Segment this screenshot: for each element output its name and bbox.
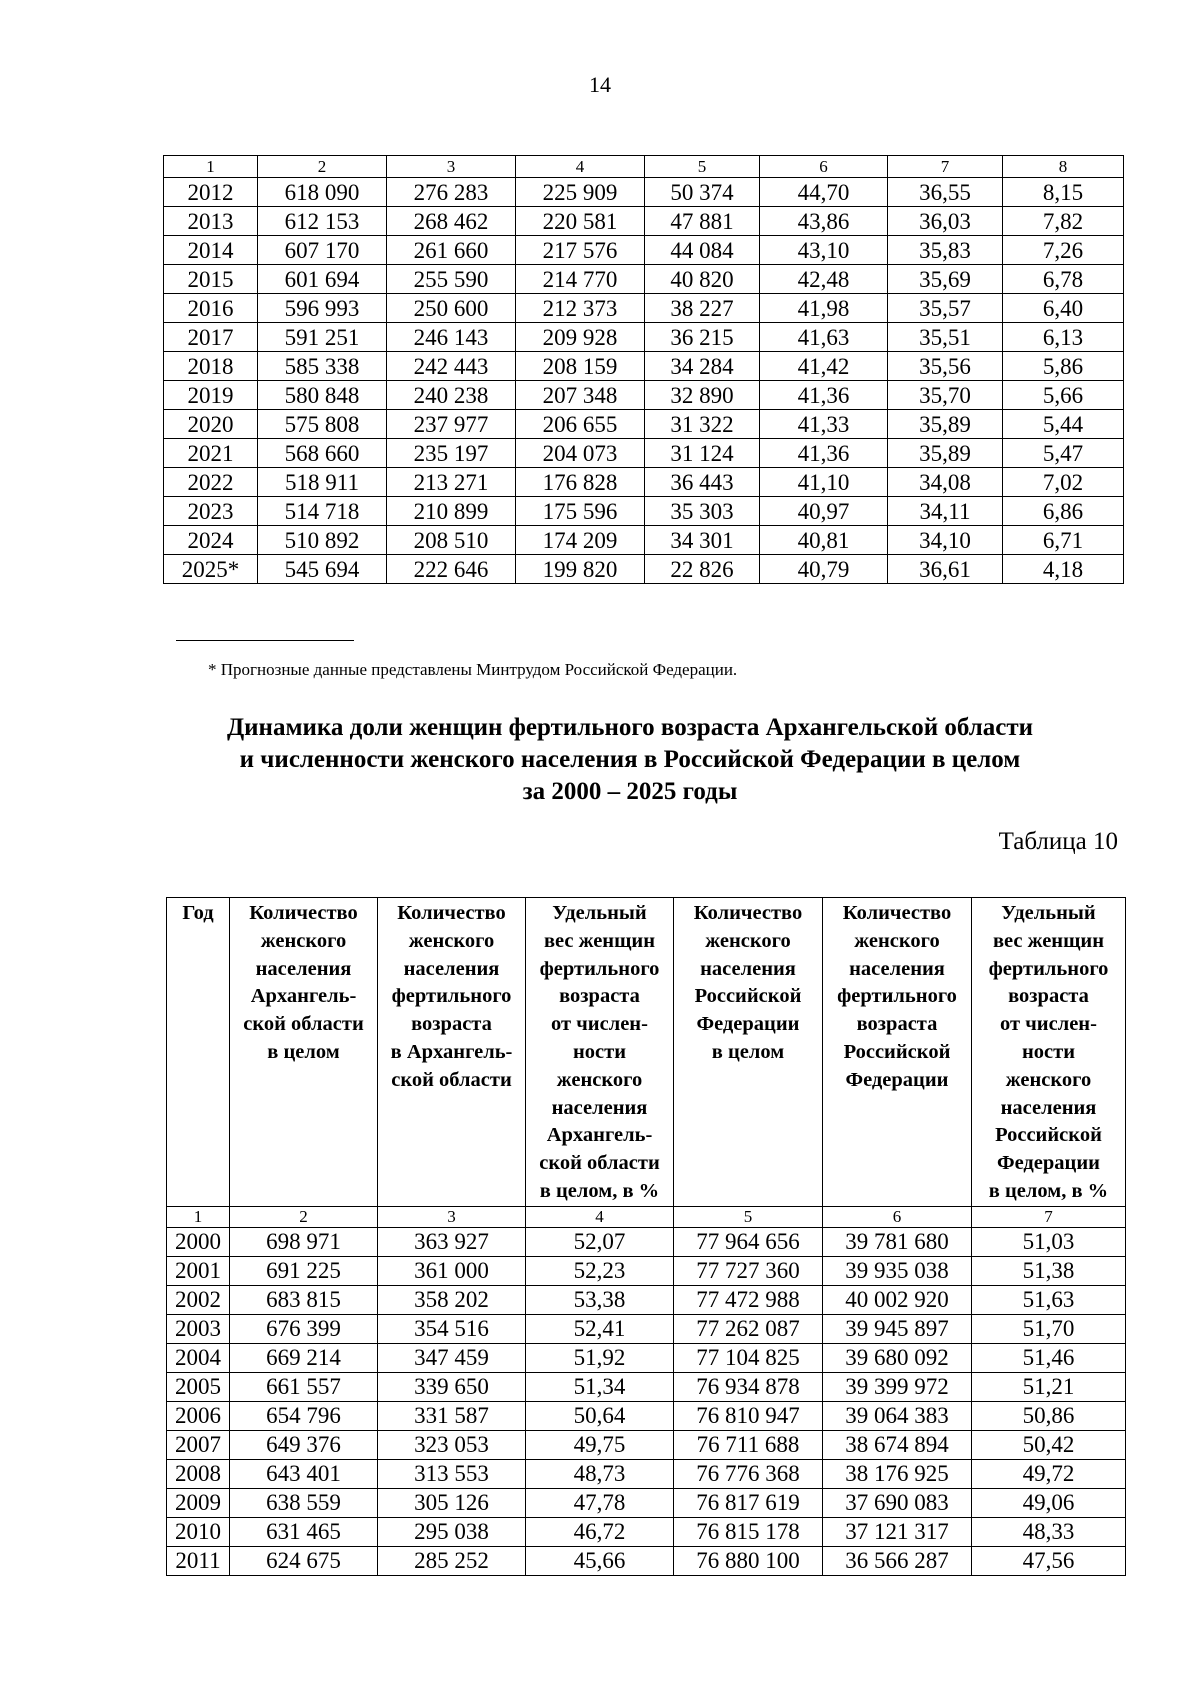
table-cell: 35 303	[645, 497, 760, 526]
table-cell: 4,18	[1003, 555, 1124, 584]
table-cell: 661 557	[230, 1372, 378, 1401]
table-row	[167, 1459, 1126, 1488]
table-cell: 174 209	[516, 526, 645, 555]
column-number-row	[164, 156, 1124, 178]
table-cell: 39 945 897	[823, 1314, 972, 1343]
table-cell: 2002	[167, 1285, 230, 1314]
table-cell: 2021	[164, 439, 258, 468]
table-cell: 2019	[164, 381, 258, 410]
table-row	[167, 1488, 1126, 1517]
table-title-line: за 2000 – 2025 годы	[522, 778, 738, 805]
continued-data-table	[163, 155, 1124, 584]
table-cell: 220 581	[516, 207, 645, 236]
table-cell: 50,64	[526, 1401, 674, 1430]
table-cell: 2010	[167, 1517, 230, 1546]
table-cell: 601 694	[258, 265, 387, 294]
table-cell: 40 820	[645, 265, 760, 294]
table-cell: 51,34	[526, 1372, 674, 1401]
table-cell: 31 124	[645, 439, 760, 468]
table-cell: 47 881	[645, 207, 760, 236]
table-cell: 34,10	[888, 526, 1003, 555]
table-row	[167, 1256, 1126, 1285]
table-row	[167, 1430, 1126, 1459]
table-cell: 6,71	[1003, 526, 1124, 555]
table-cell: 698 971	[230, 1227, 378, 1256]
table-cell: 240 238	[387, 381, 516, 410]
table-cell: 36,61	[888, 555, 1003, 584]
table-cell: 46,72	[526, 1517, 674, 1546]
table-cell: 208 159	[516, 352, 645, 381]
table-cell: 591 251	[258, 323, 387, 352]
table-cell: 2013	[164, 207, 258, 236]
table-row	[167, 1546, 1126, 1575]
table-cell: 52,07	[526, 1227, 674, 1256]
table-row	[164, 381, 1124, 410]
table-cell: 683 815	[230, 1285, 378, 1314]
table-cell: 2011	[167, 1546, 230, 1575]
table-cell: 7,26	[1003, 236, 1124, 265]
column-number-cell: 7	[972, 1206, 1126, 1227]
table-cell: 255 590	[387, 265, 516, 294]
column-number-cell: 8	[1003, 156, 1124, 178]
table-row	[164, 265, 1124, 294]
table-cell: 76 817 619	[674, 1488, 823, 1517]
table-cell: 2005	[167, 1372, 230, 1401]
table-cell: 39 399 972	[823, 1372, 972, 1401]
table-cell: 44 084	[645, 236, 760, 265]
table-cell: 52,23	[526, 1256, 674, 1285]
table-cell: 47,78	[526, 1488, 674, 1517]
column-number-cell: 2	[230, 1206, 378, 1227]
table-cell: 607 170	[258, 236, 387, 265]
table-cell: 5,66	[1003, 381, 1124, 410]
table-row	[167, 1285, 1126, 1314]
table-cell: 51,21	[972, 1372, 1126, 1401]
table-row	[167, 1401, 1126, 1430]
table-cell: 43,10	[760, 236, 888, 265]
column-number-cell: 2	[258, 156, 387, 178]
table-cell: 285 252	[378, 1546, 526, 1575]
table-number-label: Таблица 10	[998, 828, 1118, 855]
table-cell: 209 928	[516, 323, 645, 352]
table-row	[164, 323, 1124, 352]
table-row	[167, 1314, 1126, 1343]
table-cell: 676 399	[230, 1314, 378, 1343]
table-cell: 361 000	[378, 1256, 526, 1285]
table-cell: 50,42	[972, 1430, 1126, 1459]
table-title	[130, 712, 1130, 808]
table-cell: 32 890	[645, 381, 760, 410]
table-cell: 39 680 092	[823, 1343, 972, 1372]
table-cell: 2000	[167, 1227, 230, 1256]
table-cell: 49,72	[972, 1459, 1126, 1488]
table-cell: 305 126	[378, 1488, 526, 1517]
column-number-cell: 3	[378, 1206, 526, 1227]
footnote: * Прогнозные данные представлены Минтрудом Российской Федерации.	[208, 660, 738, 679]
table-cell: 39 781 680	[823, 1227, 972, 1256]
table-row	[164, 439, 1124, 468]
table-cell: 41,36	[760, 439, 888, 468]
table-row	[164, 352, 1124, 381]
table-cell: 214 770	[516, 265, 645, 294]
table-cell: 6,13	[1003, 323, 1124, 352]
table-cell: 638 559	[230, 1488, 378, 1517]
table-cell: 631 465	[230, 1517, 378, 1546]
table-cell: 35,83	[888, 236, 1003, 265]
table-cell: 518 911	[258, 468, 387, 497]
table-cell: 41,42	[760, 352, 888, 381]
table-cell: 36,03	[888, 207, 1003, 236]
table-cell: 35,70	[888, 381, 1003, 410]
table-cell: 34,11	[888, 497, 1003, 526]
column-number-cell: 1	[164, 156, 258, 178]
header-row	[167, 898, 1126, 1207]
table-cell: 514 718	[258, 497, 387, 526]
column-number-cell: 1	[167, 1206, 230, 1227]
table-title-line: и численности женского населения в Российской Федерации в целом	[239, 746, 1021, 773]
table-cell: 2020	[164, 410, 258, 439]
table-cell: 354 516	[378, 1314, 526, 1343]
table-cell: 2007	[167, 1430, 230, 1459]
table-cell: 50,86	[972, 1401, 1126, 1430]
table-cell: 358 202	[378, 1285, 526, 1314]
table-row	[164, 526, 1124, 555]
table-cell: 39 064 383	[823, 1401, 972, 1430]
table-cell: 2008	[167, 1459, 230, 1488]
table-cell: 40,79	[760, 555, 888, 584]
table-cell: 76 815 178	[674, 1517, 823, 1546]
table-row	[167, 1227, 1126, 1256]
table-cell: 2009	[167, 1488, 230, 1517]
table-cell: 210 899	[387, 497, 516, 526]
table-row	[167, 1343, 1126, 1372]
table-row	[164, 207, 1124, 236]
table-cell: 7,82	[1003, 207, 1124, 236]
table-cell: 41,10	[760, 468, 888, 497]
table-cell: 545 694	[258, 555, 387, 584]
table-cell: 35,69	[888, 265, 1003, 294]
table-cell: 51,63	[972, 1285, 1126, 1314]
table-row	[164, 468, 1124, 497]
table-cell: 624 675	[230, 1546, 378, 1575]
column-number-cell: 5	[674, 1206, 823, 1227]
table-cell: 261 660	[387, 236, 516, 265]
table-cell: 691 225	[230, 1256, 378, 1285]
table-cell: 510 892	[258, 526, 387, 555]
table-cell: 6,86	[1003, 497, 1124, 526]
column-number-cell: 7	[888, 156, 1003, 178]
table-cell: 51,03	[972, 1227, 1126, 1256]
footnote-rule	[176, 640, 354, 641]
table-cell: 208 510	[387, 526, 516, 555]
table-cell: 76 880 100	[674, 1546, 823, 1575]
table-cell: 5,47	[1003, 439, 1124, 468]
table-cell: 36 566 287	[823, 1546, 972, 1575]
table-cell: 6,40	[1003, 294, 1124, 323]
table-cell: 48,73	[526, 1459, 674, 1488]
table-cell: 206 655	[516, 410, 645, 439]
table-cell: 38 176 925	[823, 1459, 972, 1488]
table-cell: 669 214	[230, 1343, 378, 1372]
table-cell: 2018	[164, 352, 258, 381]
column-number-cell: 6	[823, 1206, 972, 1227]
table-cell: 618 090	[258, 178, 387, 207]
table-cell: 225 909	[516, 178, 645, 207]
table-cell: 237 977	[387, 410, 516, 439]
table-cell: 612 153	[258, 207, 387, 236]
table-cell: 175 596	[516, 497, 645, 526]
table-cell: 6,78	[1003, 265, 1124, 294]
table-cell: 45,66	[526, 1546, 674, 1575]
table-cell: 575 808	[258, 410, 387, 439]
table-cell: 35,57	[888, 294, 1003, 323]
table-cell: 77 964 656	[674, 1227, 823, 1256]
table-cell: 51,92	[526, 1343, 674, 1372]
table-cell: 41,98	[760, 294, 888, 323]
table-cell: 41,63	[760, 323, 888, 352]
table-10	[166, 897, 1126, 1576]
table-cell: 35,89	[888, 439, 1003, 468]
table-title-line: Динамика доли женщин фертильного возраста Архангельской области	[226, 714, 1034, 741]
table-cell: 246 143	[387, 323, 516, 352]
table-cell: 53,38	[526, 1285, 674, 1314]
table-cell: 77 262 087	[674, 1314, 823, 1343]
table-cell: 44,70	[760, 178, 888, 207]
table-cell: 250 600	[387, 294, 516, 323]
table-cell: 76 776 368	[674, 1459, 823, 1488]
table-cell: 38 227	[645, 294, 760, 323]
table-cell: 49,75	[526, 1430, 674, 1459]
table-row	[164, 555, 1124, 584]
table-cell: 176 828	[516, 468, 645, 497]
table-cell: 35,56	[888, 352, 1003, 381]
column-header: Количество женского населения Архангель- ской области в целом	[230, 898, 378, 1207]
column-header: Удельный вес женщин фертильного возраста от числен- ности женского населения Архангель- ской области в целом, в %	[526, 898, 674, 1207]
table-cell: 51,38	[972, 1256, 1126, 1285]
column-header: Количество женского населения фертильного возраста в Архангель- ской области	[378, 898, 526, 1207]
table-row	[164, 497, 1124, 526]
table-row	[164, 178, 1124, 207]
table-cell: 41,36	[760, 381, 888, 410]
table-cell: 36,55	[888, 178, 1003, 207]
table-cell: 2001	[167, 1256, 230, 1285]
table-cell: 204 073	[516, 439, 645, 468]
table-cell: 268 462	[387, 207, 516, 236]
column-number-cell: 4	[526, 1206, 674, 1227]
table-cell: 49,06	[972, 1488, 1126, 1517]
table-cell: 323 053	[378, 1430, 526, 1459]
table-row	[167, 1372, 1126, 1401]
table-cell: 2023	[164, 497, 258, 526]
table-cell: 313 553	[378, 1459, 526, 1488]
table-cell: 199 820	[516, 555, 645, 584]
table-cell: 38 674 894	[823, 1430, 972, 1459]
table-cell: 7,02	[1003, 468, 1124, 497]
column-header: Удельный вес женщин фертильного возраста от числен- ности женского населения Российской Федерации в целом, в %	[972, 898, 1126, 1207]
table-cell: 339 650	[378, 1372, 526, 1401]
table-cell: 37 690 083	[823, 1488, 972, 1517]
table-row	[164, 236, 1124, 265]
table-cell: 235 197	[387, 439, 516, 468]
table-cell: 50 374	[645, 178, 760, 207]
table-cell: 34 301	[645, 526, 760, 555]
table-cell: 34 284	[645, 352, 760, 381]
table-cell: 2022	[164, 468, 258, 497]
table-cell: 47,56	[972, 1546, 1126, 1575]
table-cell: 41,33	[760, 410, 888, 439]
table-cell: 242 443	[387, 352, 516, 381]
table-cell: 42,48	[760, 265, 888, 294]
column-number-cell: 6	[760, 156, 888, 178]
table-cell: 35,51	[888, 323, 1003, 352]
table-cell: 213 271	[387, 468, 516, 497]
table-cell: 51,46	[972, 1343, 1126, 1372]
column-header: Количество женского населения Российской Федерации в целом	[674, 898, 823, 1207]
table-cell: 76 810 947	[674, 1401, 823, 1430]
table-cell: 76 711 688	[674, 1430, 823, 1459]
column-header: Год	[167, 898, 230, 1207]
table-cell: 347 459	[378, 1343, 526, 1372]
table-cell: 40,81	[760, 526, 888, 555]
table-cell: 222 646	[387, 555, 516, 584]
table-cell: 2004	[167, 1343, 230, 1372]
table-cell: 2003	[167, 1314, 230, 1343]
table-row	[167, 1517, 1126, 1546]
table-cell: 8,15	[1003, 178, 1124, 207]
table-cell: 40,97	[760, 497, 888, 526]
table-cell: 2017	[164, 323, 258, 352]
table-cell: 77 727 360	[674, 1256, 823, 1285]
table-cell: 643 401	[230, 1459, 378, 1488]
table-cell: 568 660	[258, 439, 387, 468]
page-number: 14	[589, 72, 611, 97]
table-cell: 77 472 988	[674, 1285, 823, 1314]
table-cell: 596 993	[258, 294, 387, 323]
table-cell: 36 443	[645, 468, 760, 497]
table-row	[164, 294, 1124, 323]
table-cell: 276 283	[387, 178, 516, 207]
table-cell: 295 038	[378, 1517, 526, 1546]
table-cell: 212 373	[516, 294, 645, 323]
table-cell: 2014	[164, 236, 258, 265]
table-cell: 2015	[164, 265, 258, 294]
table-cell: 363 927	[378, 1227, 526, 1256]
column-number-cell: 3	[387, 156, 516, 178]
table-cell: 5,44	[1003, 410, 1124, 439]
table-cell: 40 002 920	[823, 1285, 972, 1314]
table-cell: 51,70	[972, 1314, 1126, 1343]
table-cell: 36 215	[645, 323, 760, 352]
table-cell: 2016	[164, 294, 258, 323]
table-cell: 76 934 878	[674, 1372, 823, 1401]
column-header: Количество женского населения фертильного возраста Российской Федерации	[823, 898, 972, 1207]
table-cell: 2006	[167, 1401, 230, 1430]
table-cell: 31 322	[645, 410, 760, 439]
table-row	[164, 410, 1124, 439]
column-number-cell: 4	[516, 156, 645, 178]
table-cell: 580 848	[258, 381, 387, 410]
table-cell: 37 121 317	[823, 1517, 972, 1546]
table-cell: 217 576	[516, 236, 645, 265]
table-cell: 77 104 825	[674, 1343, 823, 1372]
table-cell: 207 348	[516, 381, 645, 410]
table-cell: 654 796	[230, 1401, 378, 1430]
table-cell: 35,89	[888, 410, 1003, 439]
column-number-cell: 5	[645, 156, 760, 178]
table-cell: 2012	[164, 178, 258, 207]
table-cell: 22 826	[645, 555, 760, 584]
table-cell: 48,33	[972, 1517, 1126, 1546]
table-cell: 39 935 038	[823, 1256, 972, 1285]
table-cell: 649 376	[230, 1430, 378, 1459]
table-cell: 2025*	[164, 555, 258, 584]
column-number-row	[167, 1206, 1126, 1227]
table-cell: 43,86	[760, 207, 888, 236]
table-cell: 331 587	[378, 1401, 526, 1430]
table-cell: 2024	[164, 526, 258, 555]
table-cell: 34,08	[888, 468, 1003, 497]
table-cell: 585 338	[258, 352, 387, 381]
table-cell: 52,41	[526, 1314, 674, 1343]
table-cell: 5,86	[1003, 352, 1124, 381]
